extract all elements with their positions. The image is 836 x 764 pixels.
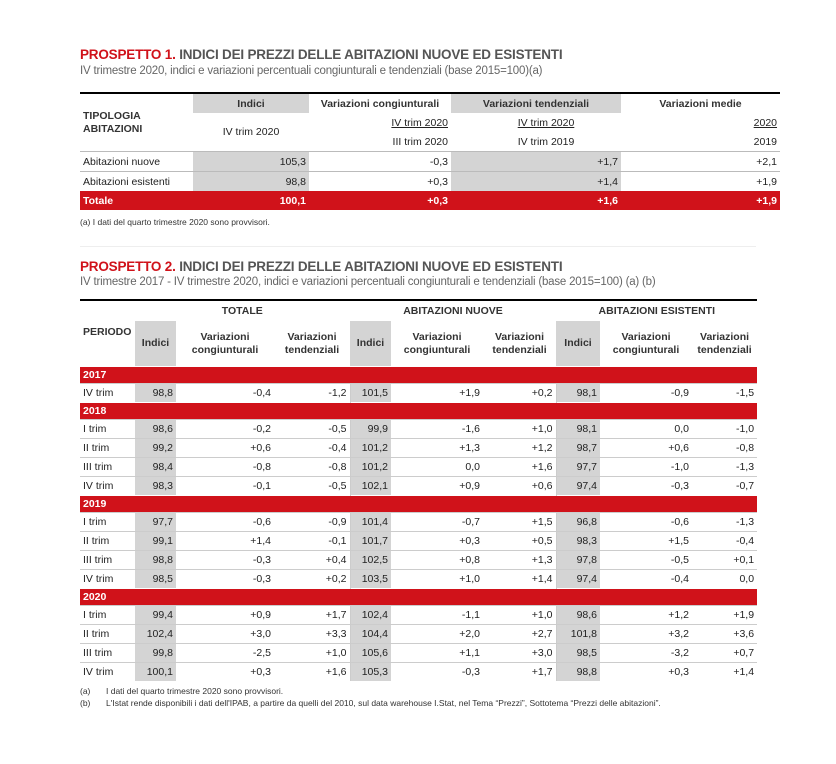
total-label: Totale [80, 191, 193, 210]
cell-indici: 102,1 [350, 477, 391, 496]
prospetto1-note: (a) I dati del quarto trimestre 2020 sono provvisori. [80, 217, 270, 227]
cell-indici: 98,7 [556, 439, 600, 458]
cell-cong: -0,8 [176, 458, 274, 477]
cell-indici: 103,5 [350, 570, 391, 589]
footnote-key: (b) [80, 698, 91, 708]
cell-tend: +1,7 [483, 663, 556, 682]
table-row [80, 513, 757, 532]
table-row [80, 439, 757, 458]
cell-cong: -0,4 [176, 384, 274, 403]
cell-indici: 100,1 [135, 663, 176, 682]
cell-tend: -1,0 [692, 420, 757, 439]
cell-tend: +1,5 [483, 513, 556, 532]
cell-cong: +1,2 [600, 606, 692, 625]
cell-cong: +0,9 [176, 606, 274, 625]
cell-tend: +3,0 [483, 644, 556, 663]
cell-tend: +1,6 [274, 663, 350, 682]
period-label: II trim [80, 439, 135, 458]
cell-indici: 101,7 [350, 532, 391, 551]
cell-indici: 98,1 [556, 384, 600, 403]
cell-tend: -0,4 [274, 439, 350, 458]
periodo-header: PERIODO [80, 321, 135, 367]
medie-top-label: 2020 [753, 116, 778, 129]
total-row [80, 191, 780, 210]
cell-tend: +0,2 [274, 570, 350, 589]
cell-indici: 101,8 [556, 625, 600, 644]
cell-indici: 101,4 [350, 513, 391, 532]
cell-cong: -0,1 [176, 477, 274, 496]
col-indici-header: Indici [135, 321, 176, 367]
group-abitazioni-nuove: ABITAZIONI NUOVE [350, 300, 556, 321]
cell-indici: 97,7 [135, 513, 176, 532]
prospetto1-number: PROSPETTO 1. [80, 47, 176, 62]
cell-tend: -1,3 [692, 458, 757, 477]
cell-cong: -0,3 [309, 152, 451, 172]
cell-indici: 105,6 [350, 644, 391, 663]
footnote [80, 698, 661, 708]
table-row [80, 152, 780, 172]
col-tend-header: Variazioni tendenziali [483, 321, 556, 367]
tend-top-label: IV trim 2020 [517, 116, 575, 129]
prospetto1-subtitle: IV trimestre 2020, indici e variazioni percentuali congiunturali e tendenziali (base 2015=100)(a) [80, 65, 543, 77]
cell-tend: -1,3 [692, 513, 757, 532]
footnote-text: L'Istat rende disponibili i dati dell'IPAB, a partire da quelli del 2010, sul data warehouse I.Stat, nel Tema “Prezzi”, Sottotema “Prezzi delle abitazioni”. [106, 698, 661, 708]
cell-tend: +1,4 [471, 172, 621, 192]
cell-indici: 98,8 [135, 551, 176, 570]
cell-cong: 0,0 [600, 420, 692, 439]
prospetto1-title-text: INDICI DEI PREZZI DELLE ABITAZIONI NUOVE ED ESISTENTI [175, 47, 563, 62]
cell-indici: 104,4 [350, 625, 391, 644]
table-row [80, 172, 780, 192]
cell-indici: 97,8 [556, 551, 600, 570]
cell-cong: +0,9 [391, 477, 483, 496]
period-label: IV trim [80, 477, 135, 496]
period-label: II trim [80, 625, 135, 644]
prospetto2-table [80, 299, 757, 681]
prospetto2-subtitle: IV trimestre 2017 - IV trimestre 2020, indici e variazioni percentuali congiunturali e tendenziali (base 2015=100) (a) (b) [80, 276, 656, 288]
period-label: I trim [80, 420, 135, 439]
period-label: III trim [80, 458, 135, 477]
col-indici-header: Indici [556, 321, 600, 367]
cell-cong: -0,6 [600, 513, 692, 532]
period-label: IV trim [80, 663, 135, 682]
table-row [80, 663, 757, 682]
year-label: 2017 [80, 367, 757, 384]
cell-tend: +1,7 [274, 606, 350, 625]
cell-tend: +0,5 [483, 532, 556, 551]
table-row [80, 644, 757, 663]
period-label: IV trim [80, 384, 135, 403]
year-row [80, 367, 757, 384]
cell-indici: 97,4 [556, 570, 600, 589]
cell-cong: +1,5 [600, 532, 692, 551]
cell-cong: -0,3 [391, 663, 483, 682]
col-cong-header: Variazioni congiunturali [600, 321, 692, 367]
cell-cong: +0,8 [391, 551, 483, 570]
indici-header: Indici [193, 93, 309, 113]
cell-cong: -1,0 [600, 458, 692, 477]
cell-tend: +0,1 [692, 551, 757, 570]
cell-indici: 102,4 [135, 625, 176, 644]
cell-indici: 101,2 [350, 458, 391, 477]
cell-indici: 99,8 [135, 644, 176, 663]
cell-cong: +1,4 [176, 532, 274, 551]
tend-bot-label: IV trim 2019 [517, 135, 575, 148]
cell-tend: -0,8 [692, 439, 757, 458]
cell-indici: 102,5 [350, 551, 391, 570]
period-label: III trim [80, 551, 135, 570]
cell-indici: 98,3 [135, 477, 176, 496]
var-cong-header: Variazioni congiunturali [309, 93, 451, 113]
cell-medie: +2,1 [621, 152, 780, 172]
cell-tend: +1,0 [483, 606, 556, 625]
year-label: 2019 [80, 496, 757, 513]
period-label: II trim [80, 532, 135, 551]
table-row [80, 458, 757, 477]
total-indici: 100,1 [193, 191, 309, 210]
cell-tend: +3,3 [274, 625, 350, 644]
footnote-key: (a) [80, 686, 91, 696]
cell-cong: -0,2 [176, 420, 274, 439]
table-row [80, 625, 757, 644]
total-tend: +1,6 [471, 191, 621, 210]
cell-medie: +1,9 [621, 172, 780, 192]
cell-tend: +1,0 [274, 644, 350, 663]
cell-tend: +1,9 [692, 606, 757, 625]
cell-indici: 98,8 [193, 172, 309, 192]
cell-indici: 101,5 [350, 384, 391, 403]
cell-tend: +0,2 [483, 384, 556, 403]
total-cong: +0,3 [309, 191, 451, 210]
cell-indici: 99,1 [135, 532, 176, 551]
cell-cong: -0,3 [600, 477, 692, 496]
cell-cong: +0,3 [176, 663, 274, 682]
cell-indici: 98,6 [556, 606, 600, 625]
prospetto1-title [80, 47, 562, 62]
table-row [80, 532, 757, 551]
cell-indici: 98,4 [135, 458, 176, 477]
cell-indici: 98,1 [556, 420, 600, 439]
table-row [80, 606, 757, 625]
cell-cong: -0,6 [176, 513, 274, 532]
var-tend-header: Variazioni tendenziali [451, 93, 621, 113]
table-row [80, 477, 757, 496]
cell-cong: +0,3 [600, 663, 692, 682]
cell-tend: -0,8 [274, 458, 350, 477]
cell-cong: -0,4 [600, 570, 692, 589]
cell-tend: +1,0 [483, 420, 556, 439]
year-row [80, 589, 757, 606]
cell-cong: +0,3 [391, 532, 483, 551]
table-row [80, 384, 757, 403]
cell-indici: 97,7 [556, 458, 600, 477]
cell-cong: -0,3 [176, 551, 274, 570]
cell-cong: +0,6 [176, 439, 274, 458]
cell-tend: +2,7 [483, 625, 556, 644]
footnote [80, 686, 283, 696]
cell-cong: -2,5 [176, 644, 274, 663]
cell-cong: -0,3 [176, 570, 274, 589]
table-row [80, 420, 757, 439]
cell-tend: +0,6 [483, 477, 556, 496]
cell-indici: 102,4 [350, 606, 391, 625]
cell-indici: 98,3 [556, 532, 600, 551]
cell-cong: +0,6 [600, 439, 692, 458]
cell-indici: 99,2 [135, 439, 176, 458]
cell-tend: +0,7 [692, 644, 757, 663]
cell-tend: +0,4 [274, 551, 350, 570]
cong-bot-label: III trim 2020 [392, 135, 448, 148]
cell-cong: +3,0 [176, 625, 274, 644]
cell-tend: -0,5 [274, 477, 350, 496]
year-row [80, 496, 757, 513]
cell-tend: 0,0 [692, 570, 757, 589]
group-totale: TOTALE [135, 300, 350, 321]
cell-tend: +1,4 [692, 663, 757, 682]
cell-tend: -1,5 [692, 384, 757, 403]
period-label: I trim [80, 513, 135, 532]
prospetto2-title [80, 259, 562, 274]
period-label: I trim [80, 606, 135, 625]
cell-cong: +1,0 [391, 570, 483, 589]
prospetto2-title-text: INDICI DEI PREZZI DELLE ABITAZIONI NUOVE ED ESISTENTI [175, 259, 563, 274]
cell-indici: 98,6 [135, 420, 176, 439]
cell-tend: +1,2 [483, 439, 556, 458]
cell-tend: -0,9 [274, 513, 350, 532]
cell-indici: 98,5 [556, 644, 600, 663]
cell-cong: +1,3 [391, 439, 483, 458]
cell-tend: -0,4 [692, 532, 757, 551]
cell-indici: 96,8 [556, 513, 600, 532]
period-label: III trim [80, 644, 135, 663]
cell-cong: +1,9 [391, 384, 483, 403]
cell-cong: -0,9 [600, 384, 692, 403]
col-cong-header: Variazioni congiunturali [176, 321, 274, 367]
cell-indici: 98,8 [135, 384, 176, 403]
cell-cong: -1,1 [391, 606, 483, 625]
cell-tend: +3,6 [692, 625, 757, 644]
cell-tend: +1,7 [471, 152, 621, 172]
cell-indici: 98,8 [556, 663, 600, 682]
col-indici-header: Indici [350, 321, 391, 367]
section-divider [80, 246, 756, 247]
cell-indici: 97,4 [556, 477, 600, 496]
cell-cong: -3,2 [600, 644, 692, 663]
cell-indici: 99,9 [350, 420, 391, 439]
cell-indici: 101,2 [350, 439, 391, 458]
cong-top-label: IV trim 2020 [391, 116, 448, 129]
cell-cong: -1,6 [391, 420, 483, 439]
table-row [80, 570, 757, 589]
cell-cong: +3,2 [600, 625, 692, 644]
cell-cong: +0,3 [309, 172, 451, 192]
cell-tend: +1,6 [483, 458, 556, 477]
cell-indici: 105,3 [193, 152, 309, 172]
cell-tend: -0,5 [274, 420, 350, 439]
col-tend-header: Variazioni tendenziali [274, 321, 350, 367]
row-label: Abitazioni esistenti [80, 172, 193, 192]
col-cong-header: Variazioni congiunturali [391, 321, 483, 367]
tipologia-header: TIPOLOGIA ABITAZIONI [80, 93, 193, 152]
group-abitazioni-esistenti: ABITAZIONI ESISTENTI [556, 300, 757, 321]
prospetto1-table [80, 92, 780, 210]
cell-tend: -0,1 [274, 532, 350, 551]
cell-indici: 99,4 [135, 606, 176, 625]
indici-subheader: IV trim 2020 [222, 126, 280, 138]
year-row [80, 403, 757, 420]
cell-indici: 105,3 [350, 663, 391, 682]
cell-tend: -1,2 [274, 384, 350, 403]
prospetto2-number: PROSPETTO 2. [80, 259, 176, 274]
table-row [80, 551, 757, 570]
cell-cong: 0,0 [391, 458, 483, 477]
cell-tend: -0,7 [692, 477, 757, 496]
period-label: IV trim [80, 570, 135, 589]
medie-bot-label: 2019 [753, 135, 778, 148]
cell-cong: +1,1 [391, 644, 483, 663]
total-medie: +1,9 [621, 191, 780, 210]
cell-cong: +2,0 [391, 625, 483, 644]
footnote-text: I dati del quarto trimestre 2020 sono provvisori. [106, 686, 284, 696]
year-label: 2018 [80, 403, 757, 420]
var-medie-header: Variazioni medie [621, 93, 780, 113]
cell-tend: +1,3 [483, 551, 556, 570]
year-label: 2020 [80, 589, 757, 606]
row-label: Abitazioni nuove [80, 152, 193, 172]
cell-tend: +1,4 [483, 570, 556, 589]
cell-cong: -0,5 [600, 551, 692, 570]
col-tend-header: Variazioni tendenziali [692, 321, 757, 367]
cell-indici: 98,5 [135, 570, 176, 589]
cell-cong: -0,7 [391, 513, 483, 532]
